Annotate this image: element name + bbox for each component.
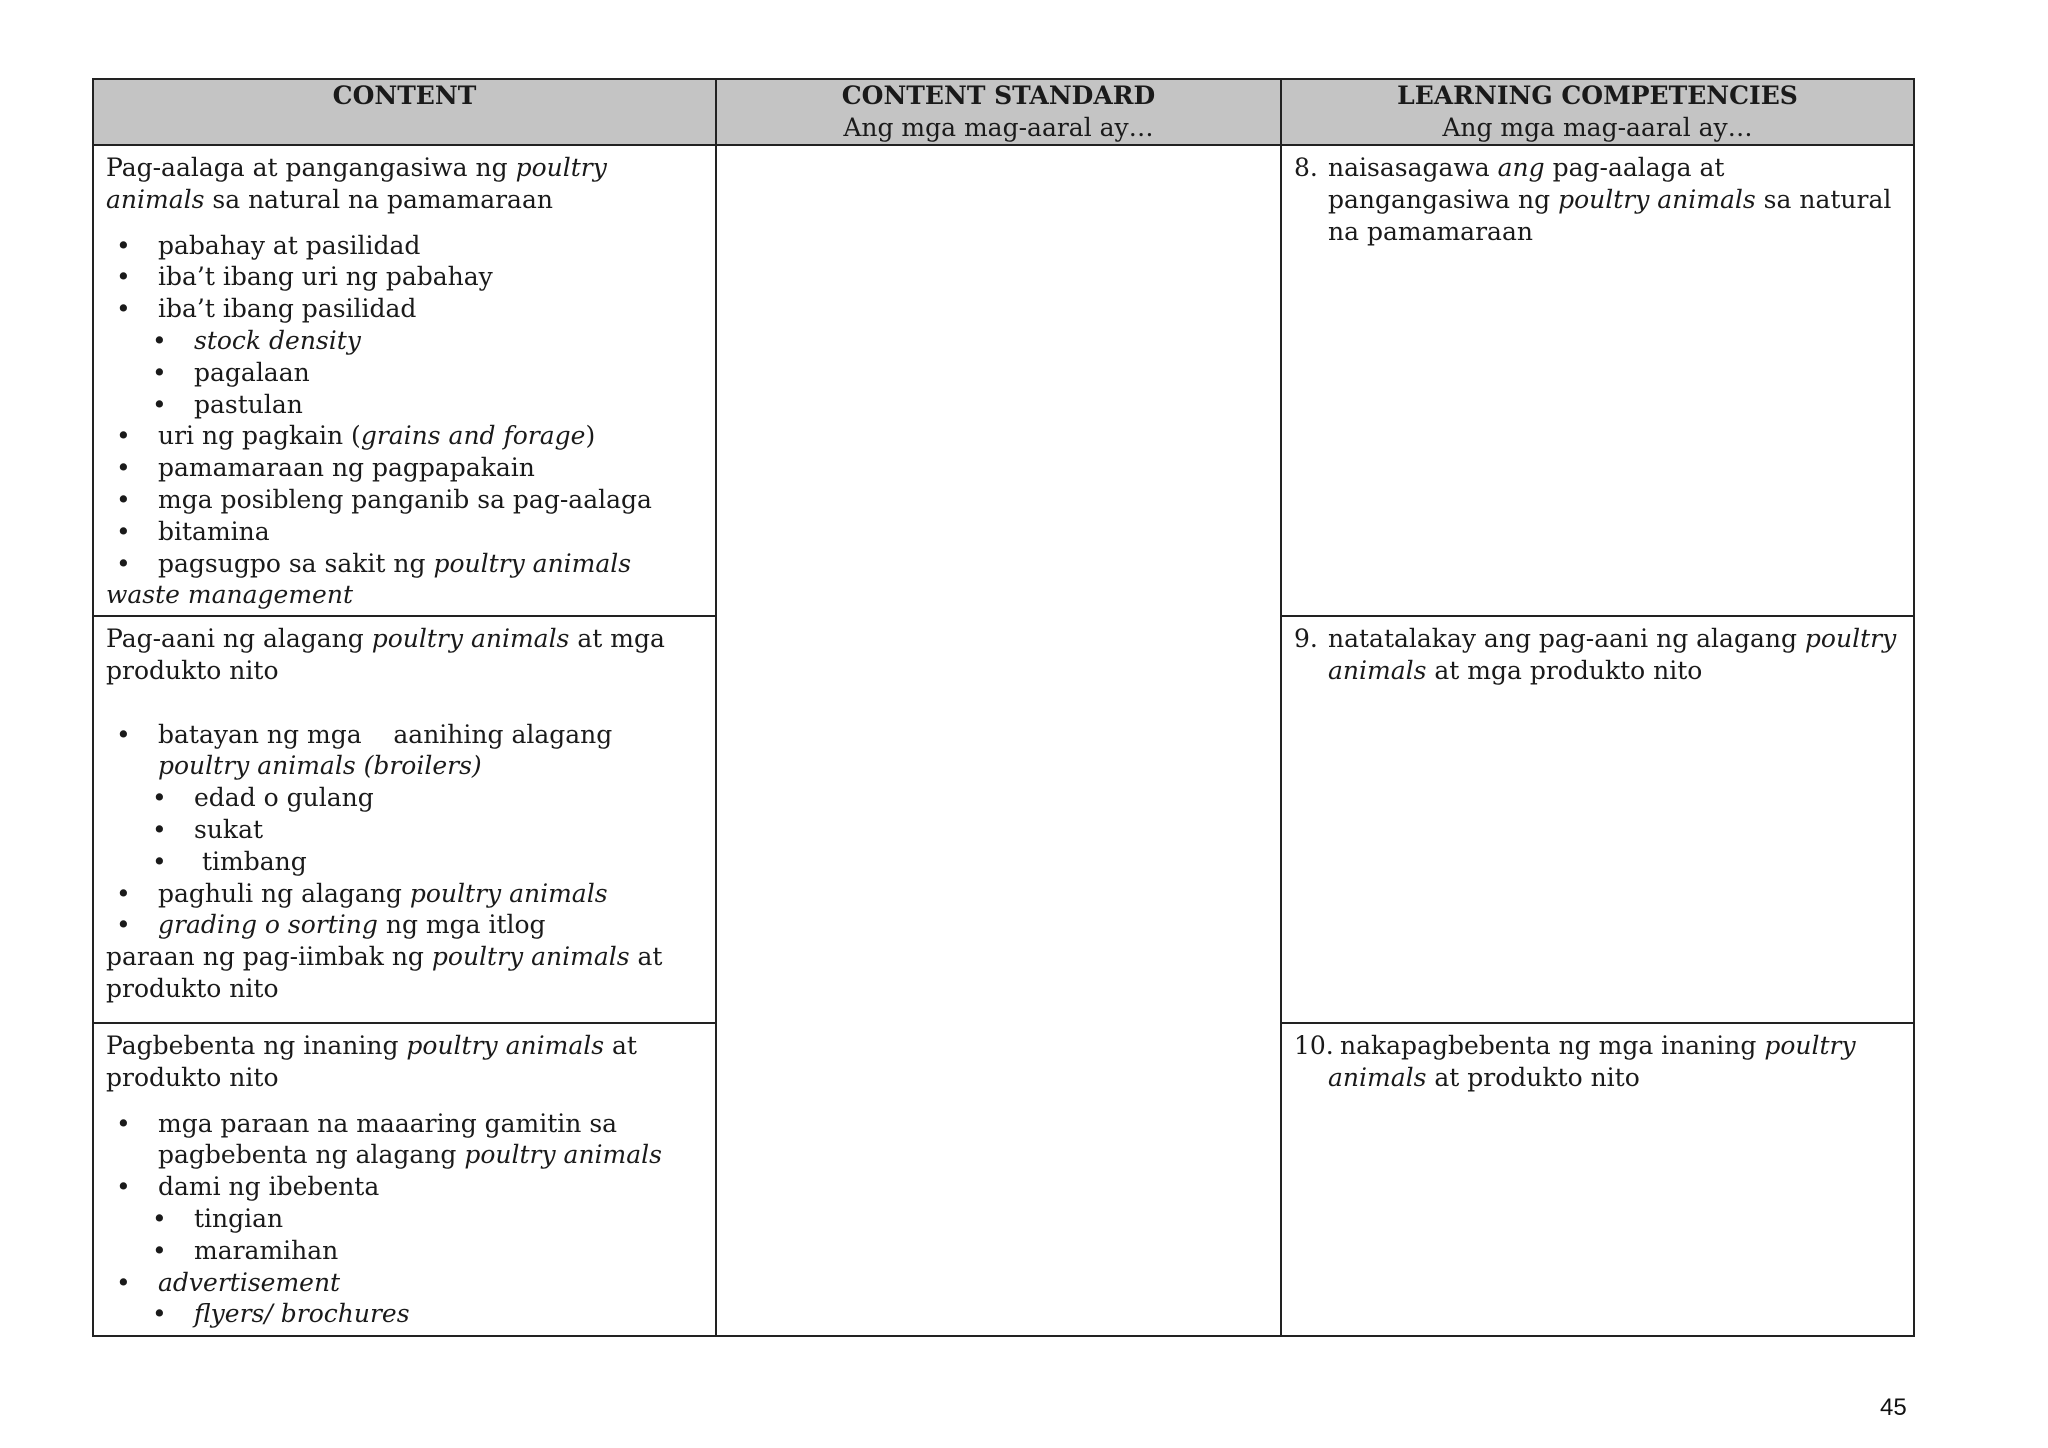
competency-item: 8. naisasagawa ang pag-aalaga at pangangasiwa ng poultry animals sa natural na pamamaraan	[1294, 153, 1892, 246]
competency-item: 9. natatalakay ang pag-aani ng alagang poultry animals at mga produkto nito	[1294, 624, 1897, 685]
header-learning-competencies	[1281, 79, 1914, 145]
content-intro: Pagbebenta ng inaning poultry animals at produkto nito	[106, 1031, 637, 1092]
header-title: CONTENT STANDARD	[841, 81, 1156, 110]
competency-item: 10. nakapagbebenta ng mga inaning poultry animals at produkto nito	[1294, 1031, 1856, 1092]
content-list	[106, 1108, 703, 1203]
list-item: • iba’t ibang uri ng pabahay	[106, 261, 703, 293]
list-item: • pastulan	[106, 389, 703, 421]
competency-number: 8.	[1294, 153, 1318, 182]
list-item: • tingian	[106, 1203, 703, 1235]
content-cell	[93, 145, 716, 616]
competency-number: 9.	[1294, 624, 1318, 653]
header-content	[93, 79, 716, 145]
content-list	[106, 420, 703, 579]
list-item: • pagalaan	[106, 357, 703, 389]
list-item: • edad o gulang	[106, 782, 703, 814]
header-title: CONTENT	[332, 81, 477, 110]
content-tail: paraan ng pag-iimbak ng poultry animals at produkto nito	[106, 942, 663, 1003]
list-item: • iba’t ibang pasilidad	[106, 293, 703, 325]
content-sublist	[106, 782, 703, 877]
list-item: • sukat	[106, 814, 703, 846]
competency-cell	[1281, 145, 1914, 616]
list-item: • pagsugpo sa sakit ng poultry animals	[106, 548, 703, 580]
header-subtitle: Ang mga mag-aaral ay…	[1442, 113, 1753, 142]
content-list	[106, 1267, 703, 1299]
header-row	[93, 79, 1914, 145]
competency-number: 10.	[1294, 1031, 1334, 1060]
page-number: 45	[1880, 1394, 1907, 1421]
list-item: • advertisement	[106, 1267, 703, 1299]
curriculum-table	[92, 78, 1915, 1337]
competency-cell	[1281, 1023, 1914, 1336]
list-item: • timbang	[106, 846, 703, 878]
content-intro: Pag-aani ng alagang poultry animals at mga produkto nito	[106, 624, 665, 685]
list-item: • flyers/ brochures	[106, 1298, 703, 1330]
content-standard-cell	[716, 145, 1281, 1336]
competency-cell	[1281, 616, 1914, 1023]
header-subtitle: Ang mga mag-aaral ay…	[843, 113, 1154, 142]
list-item: • mga paraan na maaaring gamitin sa pagbebenta ng alagang poultry animals	[106, 1108, 703, 1172]
list-item: • paghuli ng alagang poultry animals	[106, 878, 703, 910]
list-item: • uri ng pagkain (grains and forage)	[106, 420, 703, 452]
list-item: • pamamaraan ng pagpapakain	[106, 452, 703, 484]
list-item: • pabahay at pasilidad	[106, 230, 703, 262]
content-sublist	[106, 325, 703, 420]
content-intro: Pag-aalaga at pangangasiwa ng poultry animals sa natural na pamamaraan	[106, 153, 607, 214]
header-content-standard	[716, 79, 1281, 145]
content-sublist	[106, 1298, 703, 1330]
list-item: • stock density	[106, 325, 703, 357]
content-sublist	[106, 1203, 703, 1267]
list-item: • mga posibleng panganib sa pag-aalaga	[106, 484, 703, 516]
list-item: • grading o sorting ng mga itlog	[106, 909, 703, 941]
content-cell	[93, 616, 716, 1023]
content-list	[106, 878, 703, 942]
header-title: LEARNING COMPETENCIES	[1397, 81, 1798, 110]
content-cell	[93, 1023, 716, 1336]
table-row	[93, 145, 1914, 616]
content-list	[106, 719, 703, 783]
content-tail: waste management	[106, 580, 353, 610]
list-item: • batayan ng mga aanihing alagang poultry animals (broilers)	[106, 719, 703, 783]
list-item: • bitamina	[106, 516, 703, 548]
content-list	[106, 230, 703, 325]
list-item: • dami ng ibebenta	[106, 1171, 703, 1203]
list-item: • maramihan	[106, 1235, 703, 1267]
